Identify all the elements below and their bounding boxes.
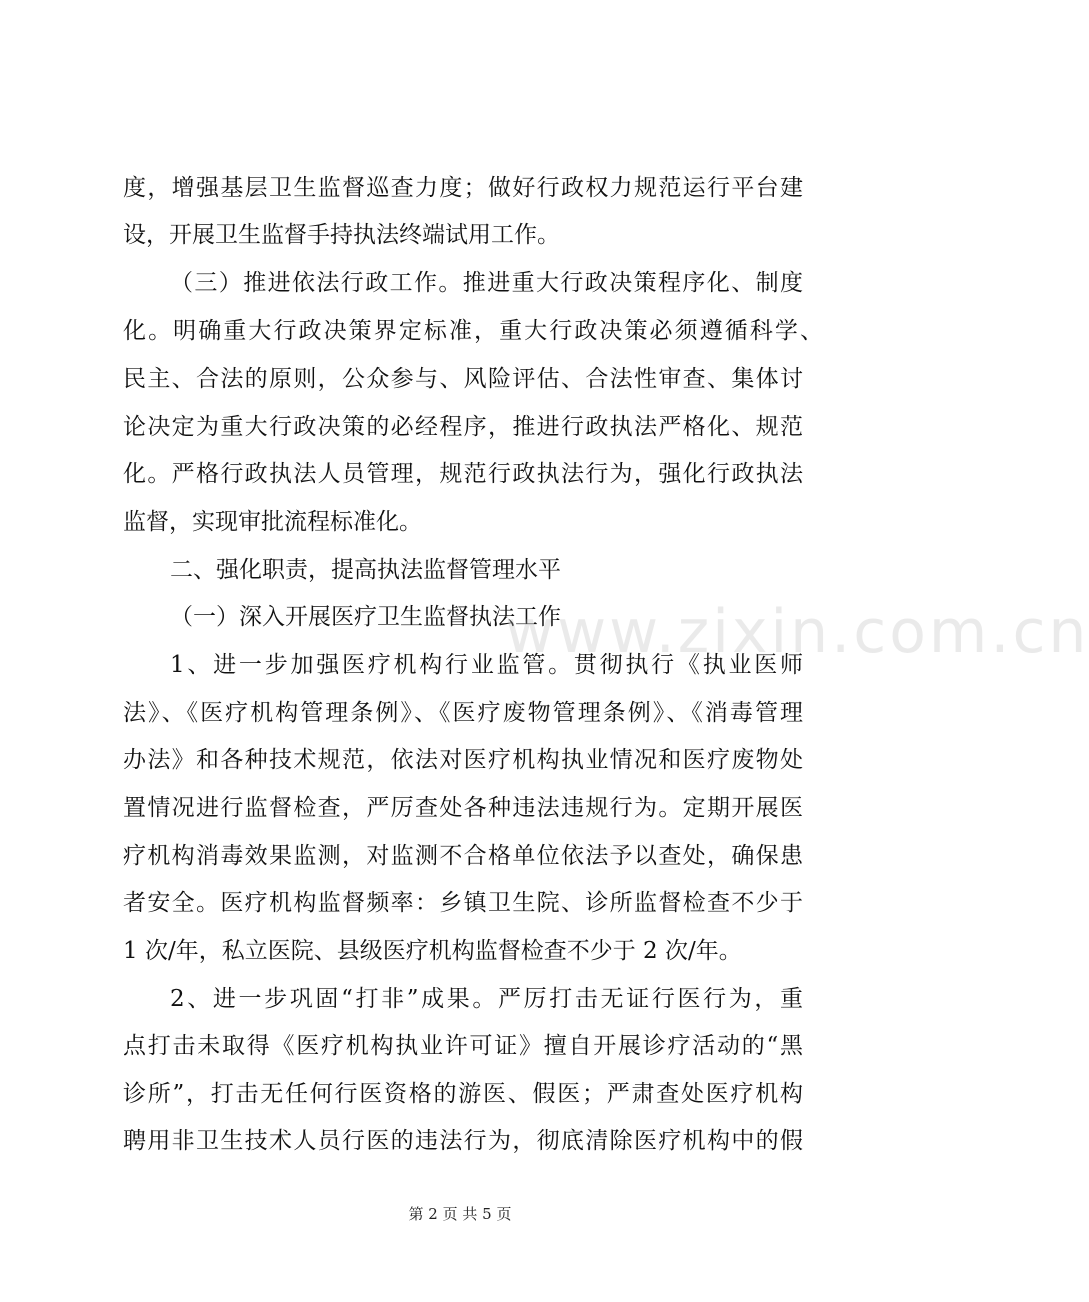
section-heading: 二、强化职责，提高执法监督管理水平	[170, 557, 561, 583]
paragraph-line: 诊所”，打击无任何行医资格的游医、假医；严肃查处医疗机构	[123, 1081, 803, 1107]
paragraph-line: 1 次/年，私立医院、县级医疗机构监督检查不少于 2 次/年。	[123, 938, 742, 964]
paragraph-line: 置情况进行监督检查，严厉查处各种违法违规行为。定期开展医	[123, 795, 803, 821]
paragraph-line: 化。明确重大行政决策界定标准，重大行政决策必须遵循科学、	[123, 318, 823, 344]
paragraph-line: 聘用非卫生技术人员行医的违法行为，彻底清除医疗机构中的假	[123, 1128, 803, 1154]
paragraph-line: 办法》和各种技术规范，依法对医疗机构执业情况和医疗废物处	[123, 747, 803, 773]
watermark: www.zixin.com.cn	[505, 597, 1089, 667]
paragraph-line: 者安全。医疗机构监督频率：乡镇卫生院、诊所监督检查不少于	[123, 890, 803, 916]
paragraph-line: 化。严格行政执法人员管理，规范行政执法行为，强化行政执法	[123, 461, 803, 487]
paragraph-line: 度，增强基层卫生监督巡查力度；做好行政权力规范运行平台建	[123, 175, 803, 201]
paragraph-line: 法》、《医疗机构管理条例》、《医疗废物管理条例》、《消毒管理	[123, 700, 803, 726]
paragraph-line: 2、进一步巩固“打非”成果。严厉打击无证行医行为，重	[170, 986, 803, 1012]
paragraph-line: （三）推进依法行政工作。推进重大行政决策程序化、制度	[170, 270, 803, 296]
paragraph-line: 设，开展卫生监督手持执法终端试用工作。	[123, 222, 560, 248]
paragraph-line: 点打击未取得《医疗机构执业许可证》擅自开展诊疗活动的“黑	[123, 1033, 803, 1059]
subsection-heading: （一）深入开展医疗卫生监督执法工作	[170, 604, 561, 630]
paragraph-line: 监督，实现审批流程标准化。	[123, 509, 422, 535]
paragraph-line: 疗机构消毒效果监测，对监测不合格单位依法予以查处，确保患	[123, 843, 803, 869]
paragraph-line: 民主、合法的原则，公众参与、风险评估、合法性审查、集体讨	[123, 366, 803, 392]
paragraph-line: 论决定为重大行政决策的必经程序，推进行政执法严格化、规范	[123, 414, 803, 440]
paragraph-line: 1、进一步加强医疗机构行业监管。贯彻执行《执业医师	[170, 652, 803, 678]
page-footer: 第 2 页 共 5 页	[408, 1205, 512, 1223]
